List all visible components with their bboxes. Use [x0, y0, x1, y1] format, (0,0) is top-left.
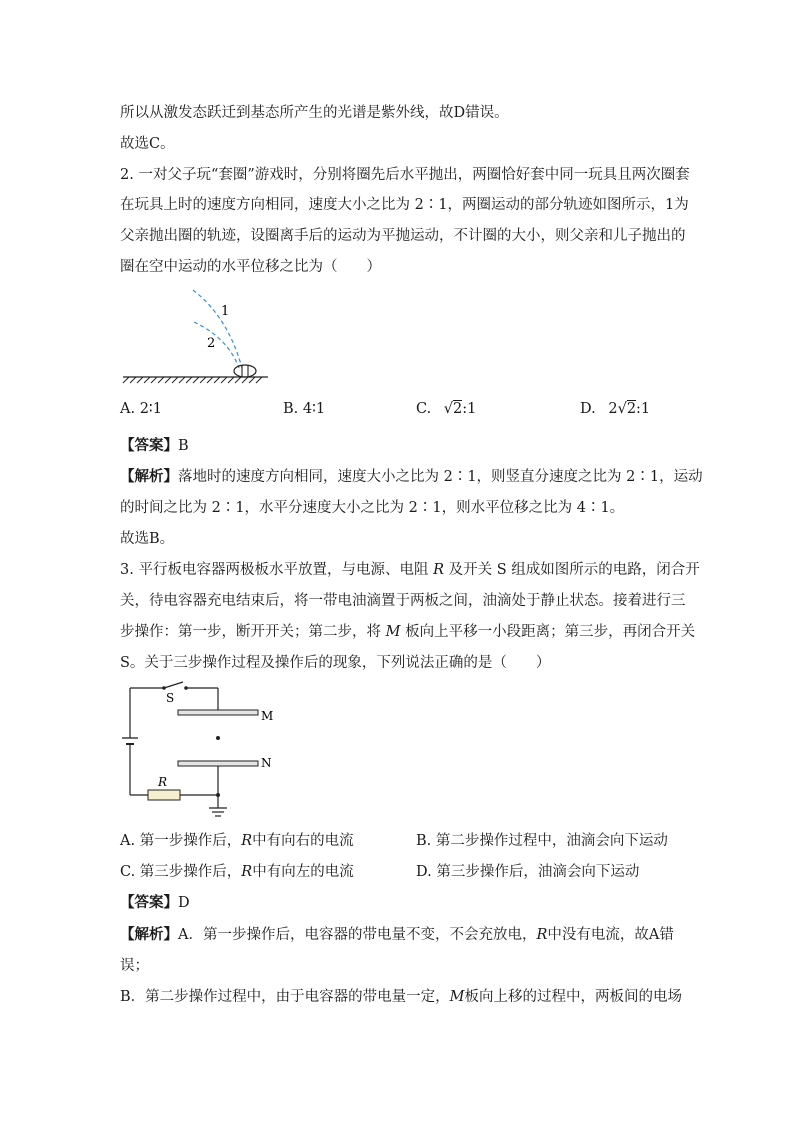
option-symbol-r: R	[241, 864, 253, 880]
q2-choice: 故选B。	[120, 531, 175, 547]
q2-analysis-line-2: 的时间之比为 2∶1，水平分速度大小之比为 2∶1，则水平位移之比为 4∶1。	[120, 500, 625, 516]
q3-stem-line-3	[120, 622, 695, 642]
q2-option-d-suffix: :1	[636, 401, 651, 417]
q2-option-b: B. 4∶1	[283, 401, 326, 417]
answer-tag: 【答案】	[120, 894, 178, 911]
q2-option-d-coef: 2	[608, 401, 618, 417]
analysis-text: 板向上移的过程中，两板间的电场	[464, 989, 683, 1005]
q3-stem-text: 步操作：第一步，断开开关；第二步，将	[120, 624, 386, 640]
switch-lever	[164, 682, 183, 688]
q3-option-c	[120, 862, 354, 882]
ground-symbol	[209, 808, 227, 816]
option-text: C. 第三步操作后，	[120, 864, 242, 880]
q1-text-line: 所以从激发态跃迁到基态所产生的光谱是紫外线，故D错误。	[120, 105, 509, 121]
q2-stem-line-1: 2. 一对父子玩“套圈”游戏时，分别将圈先后水平抛出，两圈恰好套中同一玩具且两次圈套	[120, 167, 690, 183]
trajectory-2	[194, 322, 239, 368]
q2-option-c: C. √2:1	[416, 401, 477, 417]
q3-symbol-m: M	[385, 624, 401, 640]
q3-stem-text: 3. 平行板电容器两极板水平放置，与电源、电阻	[120, 562, 434, 578]
q3-analysis-line-2: 误；	[120, 958, 149, 974]
option-text: A. 第一步操作后，	[120, 833, 242, 849]
analysis-text: B．第二步操作过程中，由于电容器的带电量一定，	[120, 989, 450, 1005]
q3-symbol-r: R	[433, 562, 444, 578]
plate-n	[178, 761, 258, 766]
analysis-text: 落地时的速度方向相同，速度大小之比为 2∶1，则竖直分速度之比为 2∶1，运动	[178, 469, 703, 485]
resistor-label: R	[158, 775, 168, 789]
q1-choice: 故选C。	[120, 136, 175, 152]
q2-analysis-line-1	[120, 467, 703, 487]
q2-option-c-suffix: :1	[462, 401, 477, 417]
q2-option-c-prefix: C.	[416, 401, 432, 417]
q2-stem-line-2: 在玩具上时的速度方向相同，速度大小之比为 2∶1，两圈运动的部分轨迹如图所示，1为	[120, 197, 689, 213]
resistor	[148, 790, 180, 800]
q2-answer	[120, 436, 189, 456]
option-text: 中有向右的电流	[252, 833, 354, 849]
q3-stem-text: 及开关 S 组成如图所示的电路，闭合开	[443, 562, 700, 578]
toy-ring	[234, 365, 256, 377]
trajectory-1-label: 1	[221, 304, 230, 319]
plate-n-label: N	[261, 756, 272, 770]
q2-option-a: A. 2∶1	[120, 401, 162, 417]
q2-option-c-radicand: 2	[453, 401, 463, 417]
q2-stem-line-4: 圈在空中运动的水平位移之比为（ ）	[120, 259, 381, 275]
answer-tag: 【答案】	[120, 437, 178, 454]
analysis-symbol-m: M	[449, 989, 465, 1005]
option-symbol-r: R	[241, 833, 253, 849]
analysis-symbol-r: R	[536, 927, 548, 943]
answer-value: D	[178, 895, 190, 911]
q2-trajectory-figure	[118, 282, 278, 387]
q3-stem-line-1	[120, 560, 700, 580]
q3-analysis-line-1	[120, 925, 674, 945]
q3-stem-line-4: S。关于三步操作过程及操作后的现象，下列说法正确的是（ ）	[120, 655, 551, 671]
q3-stem-text: 板向上平移一小段距离；第三步，再闭合开关	[400, 624, 696, 640]
analysis-text: A．第一步操作后，电容器的带电量不变，不会充放电，	[178, 927, 537, 943]
q2-option-d-radicand: 2	[626, 401, 637, 417]
switch-label: S	[166, 691, 175, 705]
q3-option-a	[120, 831, 354, 851]
q2-stem-line-3: 父亲抛出圈的轨迹，设圈离手后的运动为平抛运动，不计圈的大小，则父亲和儿子抛出的	[120, 228, 686, 244]
q3-circuit-figure	[118, 680, 288, 825]
q3-stem-line-2: 关，待电容器充电结束后，将一带电油滴置于两板之间，油滴处于静止状态。接着进行三	[120, 593, 686, 609]
q3-option-d: D. 第三步操作后，油滴会向下运动	[416, 864, 640, 880]
q3-analysis-line-3	[120, 987, 682, 1007]
answer-value: B	[178, 438, 189, 454]
oil-drop	[216, 736, 220, 740]
analysis-tag: 【解析】	[120, 468, 178, 485]
plate-m-label: M	[261, 709, 274, 723]
plate-m	[178, 710, 258, 715]
q3-answer	[120, 893, 190, 913]
analysis-text: 中没有电流，故A错	[547, 927, 674, 943]
q3-option-b: B. 第二步操作过程中，油滴会向下运动	[416, 833, 668, 849]
analysis-tag: 【解析】	[120, 926, 178, 943]
trajectory-2-label: 2	[207, 336, 216, 351]
option-text: 中有向左的电流	[252, 864, 354, 880]
q2-option-d-prefix: D.	[580, 401, 596, 417]
trajectory-1	[193, 290, 242, 368]
q2-option-d: D. 2√2:1	[580, 401, 651, 417]
